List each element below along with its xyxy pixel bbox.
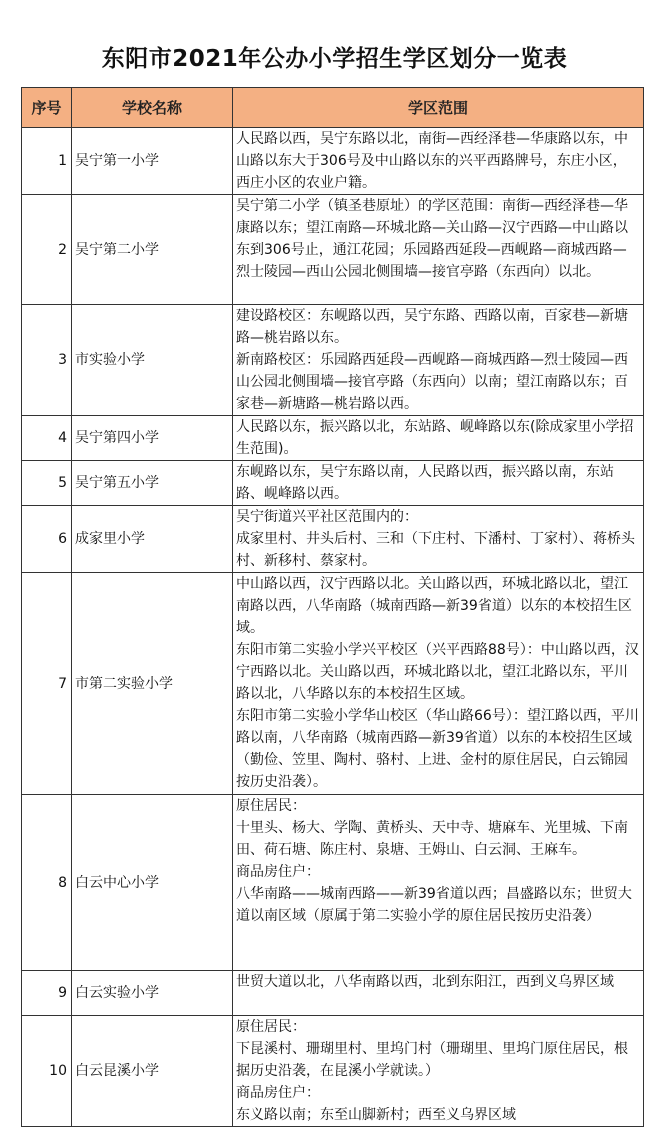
table-row <box>22 195 644 305</box>
table-row <box>22 461 644 506</box>
district-paragraph: 人民路以西，吴宁东路以北，南街—西经泽巷—华康路以东，中山路以东大于306号及中山路以东的兴平西路牌号，东庄小区，西庄小区的农业户籍。 <box>236 131 628 191</box>
table-row <box>22 506 644 573</box>
district-paragraph: 东义路以南；东至山脚新村；西至义乌界区域 <box>236 1107 516 1123</box>
district-paragraph: 成家里村、井头后村、三和（下庄村、下潘村、丁家村）、蒋桥头村、新移村、蔡家村。 <box>236 531 635 569</box>
table-row <box>22 416 644 461</box>
district-paragraph: 原住居民： <box>236 798 306 814</box>
row-district-area <box>233 305 644 416</box>
row-district-area <box>233 1016 644 1127</box>
row-seq: 9 <box>22 971 72 1016</box>
district-paragraph: 十里头、杨大、学陶、黄桥头、天中寺、塘麻车、光里城、下南田、荷石塘、陈庄村、泉塘、王姆山、白云洞、王麻车。 <box>236 820 628 858</box>
district-paragraph: 原住居民： <box>236 1019 306 1035</box>
district-paragraph: 东阳市第二实验小学华山校区（华山路66号）：望江路以西，平川路以南，八华南路（城南西路—新39省道）以东的本校招生区域（勤俭、笠里、陶村、骆村、上进、金村的原住居民，白云锦园按历史沿袭）。 <box>236 708 639 790</box>
header-district-area: 学区范围 <box>233 88 644 128</box>
table-row <box>22 971 644 1016</box>
row-seq: 6 <box>22 506 72 573</box>
row-district-area <box>233 573 644 795</box>
row-district-area <box>233 971 644 1016</box>
row-seq: 1 <box>22 128 72 195</box>
district-paragraph: 八华南路——城南西路——新39省道以西；昌盛路以东；世贸大道以南区域（原属于第二实验小学的原住居民按历史沿袭） <box>236 886 632 924</box>
row-district-area <box>233 416 644 461</box>
row-school-name: 吴宁第四小学 <box>72 416 233 461</box>
school-district-table <box>21 87 644 1127</box>
row-seq: 7 <box>22 573 72 795</box>
row-district-area <box>233 128 644 195</box>
row-district-area <box>233 195 644 305</box>
row-school-name: 吴宁第二小学 <box>72 195 233 305</box>
row-school-name: 白云昆溪小学 <box>72 1016 233 1127</box>
row-seq: 4 <box>22 416 72 461</box>
row-district-area <box>233 461 644 506</box>
row-seq: 5 <box>22 461 72 506</box>
row-district-area <box>233 795 644 971</box>
district-paragraph: 中山路以西，汉宁西路以北。关山路以西，环城北路以北，望江南路以西，八华南路（城南西路—新39省道）以东的本校招生区域。 <box>236 576 632 636</box>
table-header-row <box>22 88 644 128</box>
table-body <box>22 128 644 1127</box>
district-paragraph: 世贸大道以北，八华南路以西，北到东阳江，西到义乌界区域 <box>236 974 614 990</box>
row-seq: 8 <box>22 795 72 971</box>
row-district-area <box>233 506 644 573</box>
row-seq: 10 <box>22 1016 72 1127</box>
district-paragraph: 东岘路以东，吴宁东路以南，人民路以西，振兴路以南，东站路、岘峰路以西。 <box>236 464 614 502</box>
row-school-name: 市第二实验小学 <box>72 573 233 795</box>
district-paragraph: 下昆溪村、珊瑚里村、里坞门村（珊瑚里、里坞门原住居民，根据历史沿袭，在昆溪小学就读。） <box>236 1041 628 1079</box>
header-seq: 序号 <box>22 88 72 128</box>
district-paragraph: 建设路校区：东岘路以西，吴宁东路、西路以南，百家巷—新塘路—桃岩路以东。 <box>236 308 628 346</box>
district-paragraph: 吴宁街道兴平社区范围内的： <box>236 509 418 525</box>
row-seq: 2 <box>22 195 72 305</box>
row-seq: 3 <box>22 305 72 416</box>
header-school-name: 学校名称 <box>72 88 233 128</box>
row-school-name: 成家里小学 <box>72 506 233 573</box>
row-school-name: 市实验小学 <box>72 305 233 416</box>
table-row <box>22 305 644 416</box>
table-row <box>22 573 644 795</box>
row-school-name: 吴宁第一小学 <box>72 128 233 195</box>
district-paragraph: 新南路校区：乐园路西延段—西岘路—商城西路—烈士陵园—西山公园北侧围墙—接官亭路（东西向）以南；望江南路以东；百家巷—新塘路—桃岩路以西。 <box>236 352 628 412</box>
row-school-name: 白云实验小学 <box>72 971 233 1016</box>
district-paragraph: 商品房住户： <box>236 1085 320 1101</box>
table-row <box>22 1016 644 1127</box>
page-title: 东阳市2021年公办小学招生学区划分一览表 <box>101 46 568 72</box>
district-paragraph: 东阳市第二实验小学兴平校区（兴平西路88号）：中山路以西，汉宁西路以北。关山路以西，环城北路以北，望江北路以东，平川路以北，八华路以东的本校招生区域。 <box>236 642 639 702</box>
table-row <box>22 795 644 971</box>
district-paragraph: 人民路以东，振兴路以北，东站路、岘峰路以东(除成家里小学招生范围)。 <box>236 419 634 457</box>
table-row <box>22 128 644 195</box>
row-school-name: 吴宁第五小学 <box>72 461 233 506</box>
district-paragraph: 吴宁第二小学（镇圣巷原址）的学区范围：南街—西经泽巷—华康路以东；望江南路—环城北路—关山路—汉宁西路—中山路以东到306号止，通江花园；乐园路西延段—西岘路—商城西路—烈士陵园—西山公园北侧围墙—接官亭路（东西向）以北。 <box>236 198 628 280</box>
district-paragraph: 商品房住户： <box>236 864 320 880</box>
row-school-name: 白云中心小学 <box>72 795 233 971</box>
